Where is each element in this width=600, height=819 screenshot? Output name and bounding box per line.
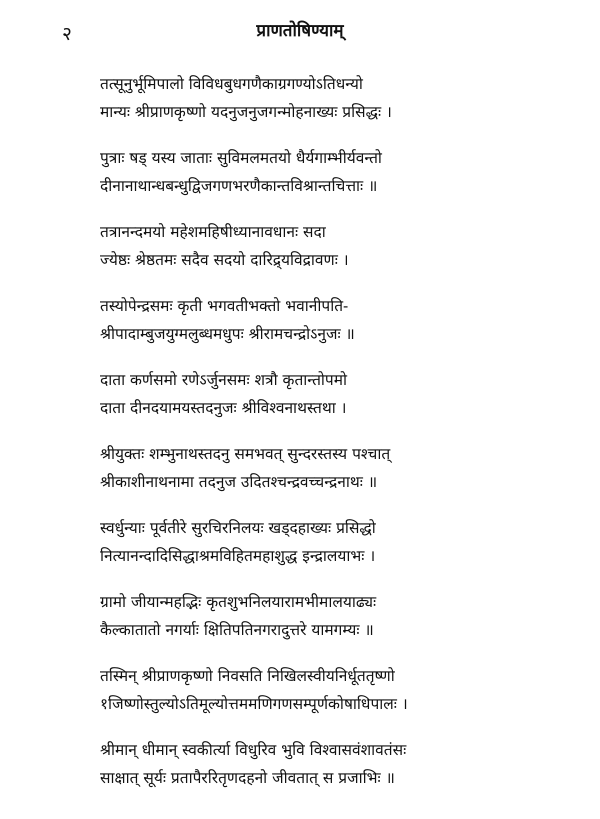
verse-line: श्रीकाशीनाथनामा तदनुज उदितश्चन्द्रवच्चन्द्रनाथः ॥ xyxy=(100,473,378,491)
verse-line: तस्मिन् श्रीप्राणकृष्णो निवसति निखिलस्वीयनिर्धूततृष्णो xyxy=(100,667,395,685)
verse xyxy=(100,736,570,792)
verse xyxy=(100,588,570,644)
verse-line: पुत्राः षड् यस्य जाताः सुविमलमतयो धैर्यगाम्भीर्यवन्तो xyxy=(100,149,382,167)
verse-line: तत्रानन्दमयो महेशमहिषीध्यानावधानः सदा xyxy=(100,223,326,241)
verse xyxy=(100,218,570,274)
verse xyxy=(100,440,570,496)
verse-line: साक्षात् सूर्यः प्रतापैररितृणदहनो जीवतात् स प्रजाभिः ॥ xyxy=(100,769,395,787)
verse-line: कैल्कातातो नगर्याः क्षितिपतिनगरादुत्तरे यामगम्यः ॥ xyxy=(100,621,374,639)
verse xyxy=(100,514,570,570)
verse xyxy=(100,70,570,126)
page-number: २ xyxy=(62,23,72,45)
verse xyxy=(100,662,570,718)
verse xyxy=(100,144,570,200)
verse-line: स्वर्धुन्याः पूर्वतीरे सुरचिरनिलयः खड्दहाख्यः प्रसिद्धो xyxy=(100,519,376,537)
verse-line: श्रीपादाम्बुजयुग्मलुब्धमधुपः श्रीरामचन्द्रोऽनुजः ॥ xyxy=(100,325,355,343)
verse-line: मान्यः श्रीप्राणकृष्णो यदनुजनुजगन्मोहनाख्यः प्रसिद्धः । xyxy=(100,103,392,121)
verse xyxy=(100,366,570,422)
verse-line: दाता कर्णसमो रणेऽर्जुनसमः शत्रौ कृतान्तोपमो xyxy=(100,371,348,389)
verse-line: दाता दीनदयामयस्तदनुजः श्रीविश्वनाथस्तथा । xyxy=(100,399,347,417)
verse-line: तत्सूनुर्भूमिपालो विविधबुधगणैकाग्रगण्योऽतिधन्यो xyxy=(100,75,363,93)
verse-line: ज्येष्ठः श्रेष्ठतमः सदैव सदयो दारिद्र्यविद्रावणः । xyxy=(100,251,349,269)
verse-line: श्रीमान् धीमान् स्वकीर्त्या विधुरिव भुवि विश्वासवंशावतंसः xyxy=(100,741,407,759)
verse-line: १जिष्णोस्तुल्योऽतिमूल्योत्तममणिगणसम्पूर्णकोषाधिपालः । xyxy=(100,695,408,713)
verse-line: श्रीयुक्तः शम्भुनाथस्तदनु समभवत् सुन्दरस्तस्य पश्चात् xyxy=(100,445,391,463)
verse-line: दीनानाथान्धबन्धुद्विजगणभरणैकान्तविश्रान्तचित्ताः ॥ xyxy=(100,177,378,195)
verse-line: नित्यानन्दादिसिद्धाश्रमविहितमहाशुद्ध इन्द्रालयाभः । xyxy=(100,547,376,565)
verse xyxy=(100,292,570,348)
verse-line: ग्रामो जीयान्महद्भिः कृतशुभनिलयारामभीमालयाढ्यः xyxy=(100,593,377,611)
verse-line: तस्योपेन्द्रसमः कृती भगवतीभक्तो भवानीपति- xyxy=(100,297,349,315)
page-title: प्राणतोषिण्याम् xyxy=(256,21,344,41)
verse-block xyxy=(100,70,570,810)
